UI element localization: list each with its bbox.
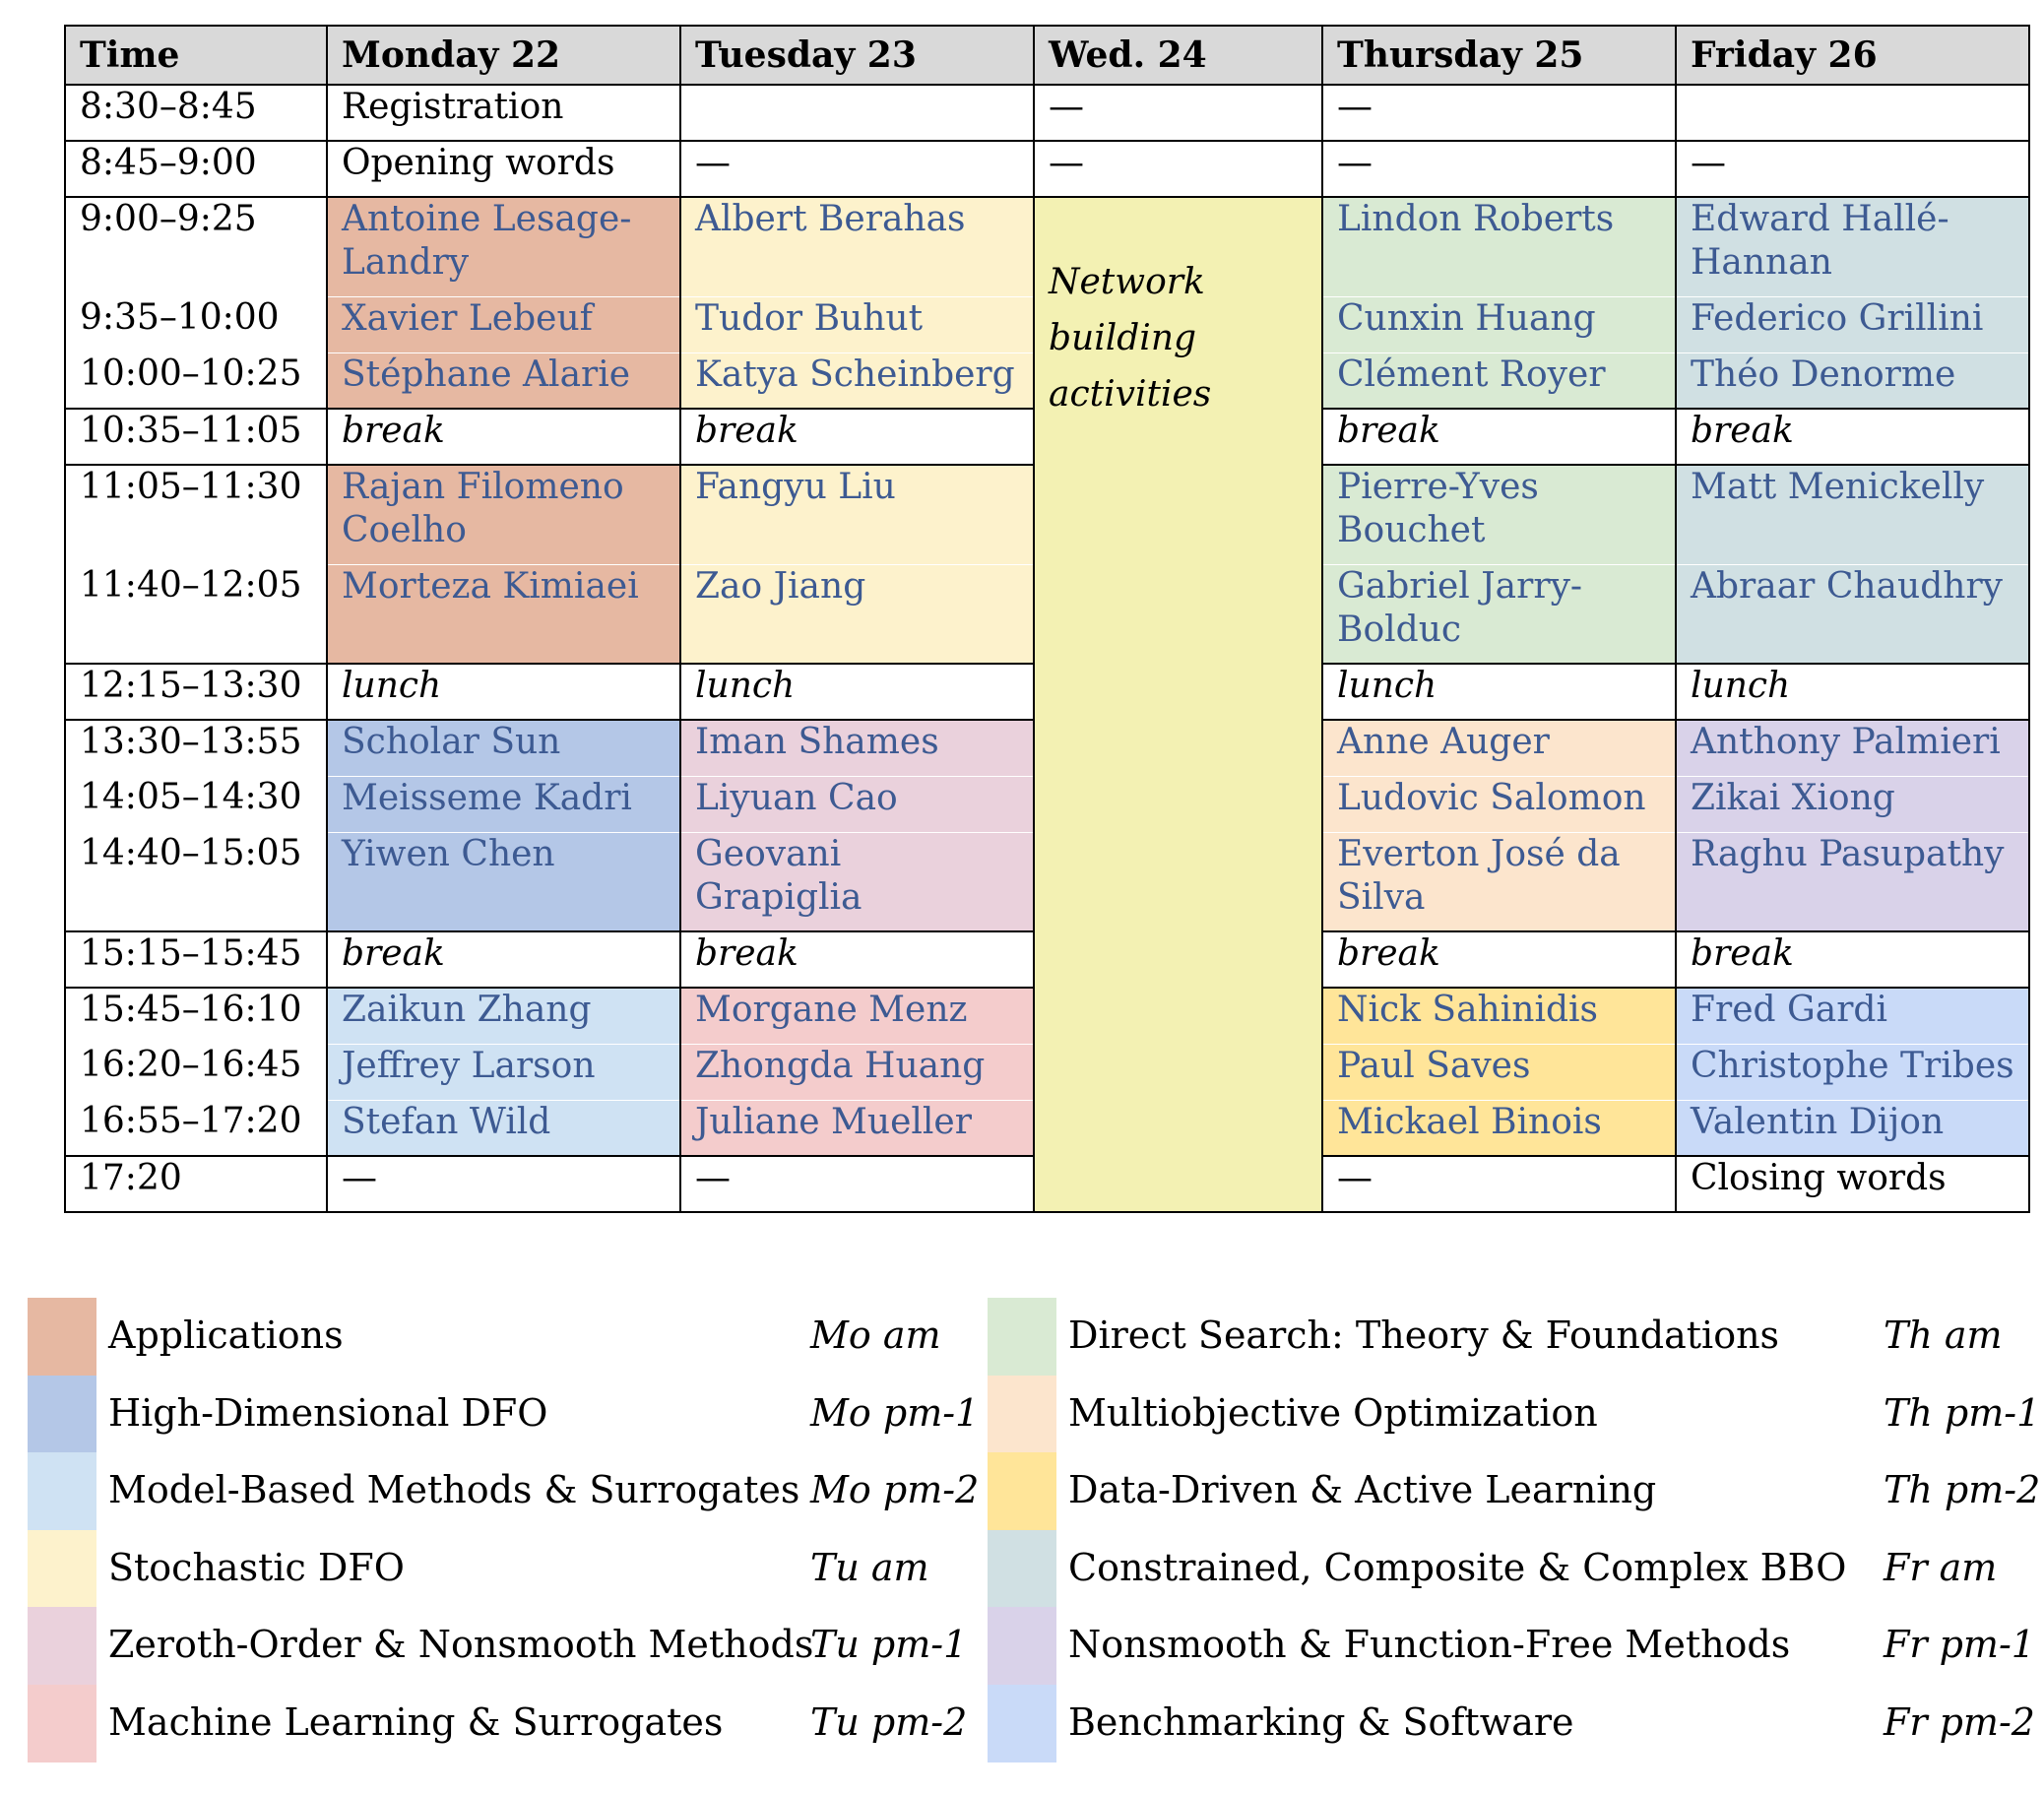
- time-cell: 15:15–15:45: [65, 931, 327, 988]
- color-swatch: [28, 1298, 96, 1376]
- talk-cell: Abraar Chaudhry: [1676, 564, 2029, 664]
- legend-item: [28, 1685, 992, 1762]
- legend-item: [988, 1530, 2026, 1608]
- talk-cell: Morteza Kimiaei: [327, 564, 680, 664]
- talk-cell: Yiwen Chen: [327, 832, 680, 931]
- talk-cell: Jeffrey Larson: [327, 1044, 680, 1100]
- session-legend: [28, 1298, 2041, 1761]
- break-cell: break: [1676, 931, 2029, 988]
- event-cell: —: [680, 141, 1034, 197]
- talk-cell: Zhongda Huang: [680, 1044, 1034, 1100]
- event-cell: Closing words: [1676, 1156, 2029, 1212]
- talk-cell: Paul Saves: [1322, 1044, 1676, 1100]
- talk-cell: Fangyu Liu: [680, 465, 1034, 564]
- talk-cell: Xavier Lebeuf: [327, 296, 680, 352]
- legend-item: [28, 1452, 992, 1530]
- lunch-cell: lunch: [327, 664, 680, 720]
- schedule-table: [64, 25, 2030, 1213]
- time-cell: 14:40–15:05: [65, 832, 327, 931]
- talk-cell: Clément Royer: [1322, 352, 1676, 409]
- table-row: [65, 197, 2029, 296]
- legend-session: Mo am: [810, 1313, 941, 1357]
- header-tuesday: Tuesday 23: [680, 26, 1034, 85]
- talk-cell: Stefan Wild: [327, 1100, 680, 1156]
- header-monday: Monday 22: [327, 26, 680, 85]
- event-cell: —: [1034, 141, 1322, 197]
- time-cell: 11:40–12:05: [65, 564, 327, 664]
- talk-cell: Liyuan Cao: [680, 776, 1034, 832]
- time-cell: 17:20: [65, 1156, 327, 1212]
- header-wednesday: Wed. 24: [1034, 26, 1322, 85]
- event-cell: —: [680, 1156, 1034, 1212]
- legend-item: [988, 1685, 2035, 1762]
- legend-item: [28, 1607, 992, 1685]
- color-swatch: [28, 1607, 96, 1685]
- talk-cell: Federico Grillini: [1676, 296, 2029, 352]
- talk-cell: Valentin Dijon: [1676, 1100, 2029, 1156]
- time-cell: 8:30–8:45: [65, 85, 327, 141]
- event-cell: Registration: [327, 85, 680, 141]
- network-activities-label: Network building activities: [1049, 262, 1212, 415]
- time-cell: 13:30–13:55: [65, 720, 327, 776]
- lunch-cell: lunch: [680, 664, 1034, 720]
- talk-cell: Cunxin Huang: [1322, 296, 1676, 352]
- legend-label: Multiobjective Optimization: [1068, 1390, 1598, 1435]
- legend-label: Model-Based Methods & Surrogates: [108, 1468, 800, 1511]
- break-cell: break: [327, 409, 680, 465]
- legend-label: High-Dimensional DFO: [108, 1390, 548, 1435]
- talk-cell: Morgane Menz: [680, 988, 1034, 1044]
- break-cell: break: [680, 931, 1034, 988]
- legend-item: [988, 1607, 2035, 1685]
- talk-cell: Stéphane Alarie: [327, 352, 680, 409]
- legend-label: Zeroth-Order & Nonsmooth Methods: [108, 1623, 814, 1666]
- legend-label: Nonsmooth & Function-Free Methods: [1068, 1623, 1791, 1666]
- time-cell: 10:00–10:25: [65, 352, 327, 409]
- talk-cell: Geovani Grapiglia: [680, 832, 1034, 931]
- break-cell: break: [1322, 409, 1676, 465]
- event-cell: —: [327, 1156, 680, 1212]
- break-cell: break: [327, 931, 680, 988]
- time-cell: 9:35–10:00: [65, 296, 327, 352]
- break-cell: break: [680, 409, 1034, 465]
- time-cell: 11:05–11:30: [65, 465, 327, 564]
- legend-item: [28, 1530, 992, 1608]
- talk-cell: Théo Denorme: [1676, 352, 2029, 409]
- header-thursday: Thursday 25: [1322, 26, 1676, 85]
- break-cell: break: [1676, 409, 2029, 465]
- color-swatch: [28, 1452, 96, 1530]
- talk-cell: Zaikun Zhang: [327, 988, 680, 1044]
- wednesday-network-block: [1034, 197, 1322, 1212]
- talk-cell: Everton José da Silva: [1322, 832, 1676, 931]
- event-cell: —: [1676, 141, 2029, 197]
- talk-cell: Scholar Sun: [327, 720, 680, 776]
- talk-cell: Mickael Binois: [1322, 1100, 1676, 1156]
- lunch-cell: lunch: [1676, 664, 2029, 720]
- color-swatch: [988, 1298, 1056, 1376]
- color-swatch: [28, 1530, 96, 1608]
- talk-cell: Albert Berahas: [680, 197, 1034, 296]
- talk-cell: Zao Jiang: [680, 564, 1034, 664]
- event-cell: —: [1322, 85, 1676, 141]
- color-swatch: [988, 1376, 1056, 1453]
- legend-item: [988, 1376, 2041, 1453]
- talk-cell: Anthony Palmieri: [1676, 720, 2029, 776]
- color-swatch: [988, 1452, 1056, 1530]
- legend-label: Constrained, Composite & Complex BBO: [1068, 1545, 1847, 1589]
- legend-session: Fr pm-2: [1884, 1699, 2035, 1744]
- event-cell: [680, 85, 1034, 141]
- legend-item: [988, 1452, 2041, 1530]
- event-cell: —: [1322, 141, 1676, 197]
- break-cell: break: [1322, 931, 1676, 988]
- time-cell: 14:05–14:30: [65, 776, 327, 832]
- time-cell: 16:55–17:20: [65, 1100, 327, 1156]
- legend-session: Tu am: [810, 1545, 929, 1589]
- legend-session: Th pm-2: [1884, 1468, 2041, 1511]
- legend-label: Machine Learning & Surrogates: [108, 1699, 724, 1744]
- time-cell: 12:15–13:30: [65, 664, 327, 720]
- color-swatch: [988, 1685, 1056, 1762]
- talk-cell: Raghu Pasupathy: [1676, 832, 2029, 931]
- lunch-cell: lunch: [1322, 664, 1676, 720]
- event-cell: —: [1322, 1156, 1676, 1212]
- legend-session: Tu pm-1: [810, 1623, 968, 1666]
- talk-cell: Christophe Tribes: [1676, 1044, 2029, 1100]
- header-time: Time: [65, 26, 327, 85]
- talk-cell: Katya Scheinberg: [680, 352, 1034, 409]
- talk-cell: Pierre-Yves Bouchet: [1322, 465, 1676, 564]
- color-swatch: [988, 1530, 1056, 1608]
- color-swatch: [28, 1685, 96, 1762]
- table-row: [65, 85, 2029, 141]
- header-friday: Friday 26: [1676, 26, 2029, 85]
- legend-column-right: [988, 1298, 2041, 1762]
- talk-cell: Rajan Filomeno Coelho: [327, 465, 680, 564]
- legend-session: Fr pm-1: [1884, 1623, 2035, 1666]
- legend-label: Data-Driven & Active Learning: [1068, 1468, 1657, 1511]
- color-swatch: [988, 1607, 1056, 1685]
- event-cell: —: [1034, 85, 1322, 141]
- talk-cell: Gabriel Jarry-Bolduc: [1322, 564, 1676, 664]
- legend-label: Stochastic DFO: [108, 1545, 405, 1589]
- talk-cell: Tudor Buhut: [680, 296, 1034, 352]
- legend-label: Applications: [108, 1313, 344, 1357]
- legend-session: Mo pm-2: [810, 1468, 980, 1511]
- time-cell: 8:45–9:00: [65, 141, 327, 197]
- legend-item: [988, 1298, 2026, 1376]
- talk-cell: Fred Gardi: [1676, 988, 2029, 1044]
- event-cell: Opening words: [327, 141, 680, 197]
- event-cell: [1676, 85, 2029, 141]
- legend-item: [28, 1298, 992, 1376]
- legend-session: Mo pm-1: [810, 1390, 980, 1435]
- legend-column-left: [28, 1298, 992, 1762]
- legend-label: Benchmarking & Software: [1068, 1699, 1574, 1744]
- talk-cell: Lindon Roberts: [1322, 197, 1676, 296]
- talk-cell: Ludovic Salomon: [1322, 776, 1676, 832]
- talk-cell: Anne Auger: [1322, 720, 1676, 776]
- legend-session: Tu pm-2: [810, 1699, 968, 1744]
- legend-session: Th am: [1884, 1313, 2003, 1357]
- talk-cell: Matt Menickelly: [1676, 465, 2029, 564]
- legend-session: Th pm-1: [1884, 1390, 2041, 1435]
- talk-cell: Meisseme Kadri: [327, 776, 680, 832]
- time-cell: 9:00–9:25: [65, 197, 327, 296]
- talk-cell: Zikai Xiong: [1676, 776, 2029, 832]
- talk-cell: Antoine Lesage-Landry: [327, 197, 680, 296]
- talk-cell: Juliane Mueller: [680, 1100, 1034, 1156]
- table-row: [65, 141, 2029, 197]
- talk-cell: Nick Sahinidis: [1322, 988, 1676, 1044]
- time-cell: 10:35–11:05: [65, 409, 327, 465]
- time-cell: 15:45–16:10: [65, 988, 327, 1044]
- legend-label: Direct Search: Theory & Foundations: [1068, 1313, 1780, 1357]
- time-cell: 16:20–16:45: [65, 1044, 327, 1100]
- legend-session: Fr am: [1884, 1545, 1998, 1589]
- color-swatch: [28, 1376, 96, 1453]
- legend-item: [28, 1376, 992, 1453]
- header-row: [65, 26, 2029, 85]
- talk-cell: Iman Shames: [680, 720, 1034, 776]
- talk-cell: Edward Hallé-Hannan: [1676, 197, 2029, 296]
